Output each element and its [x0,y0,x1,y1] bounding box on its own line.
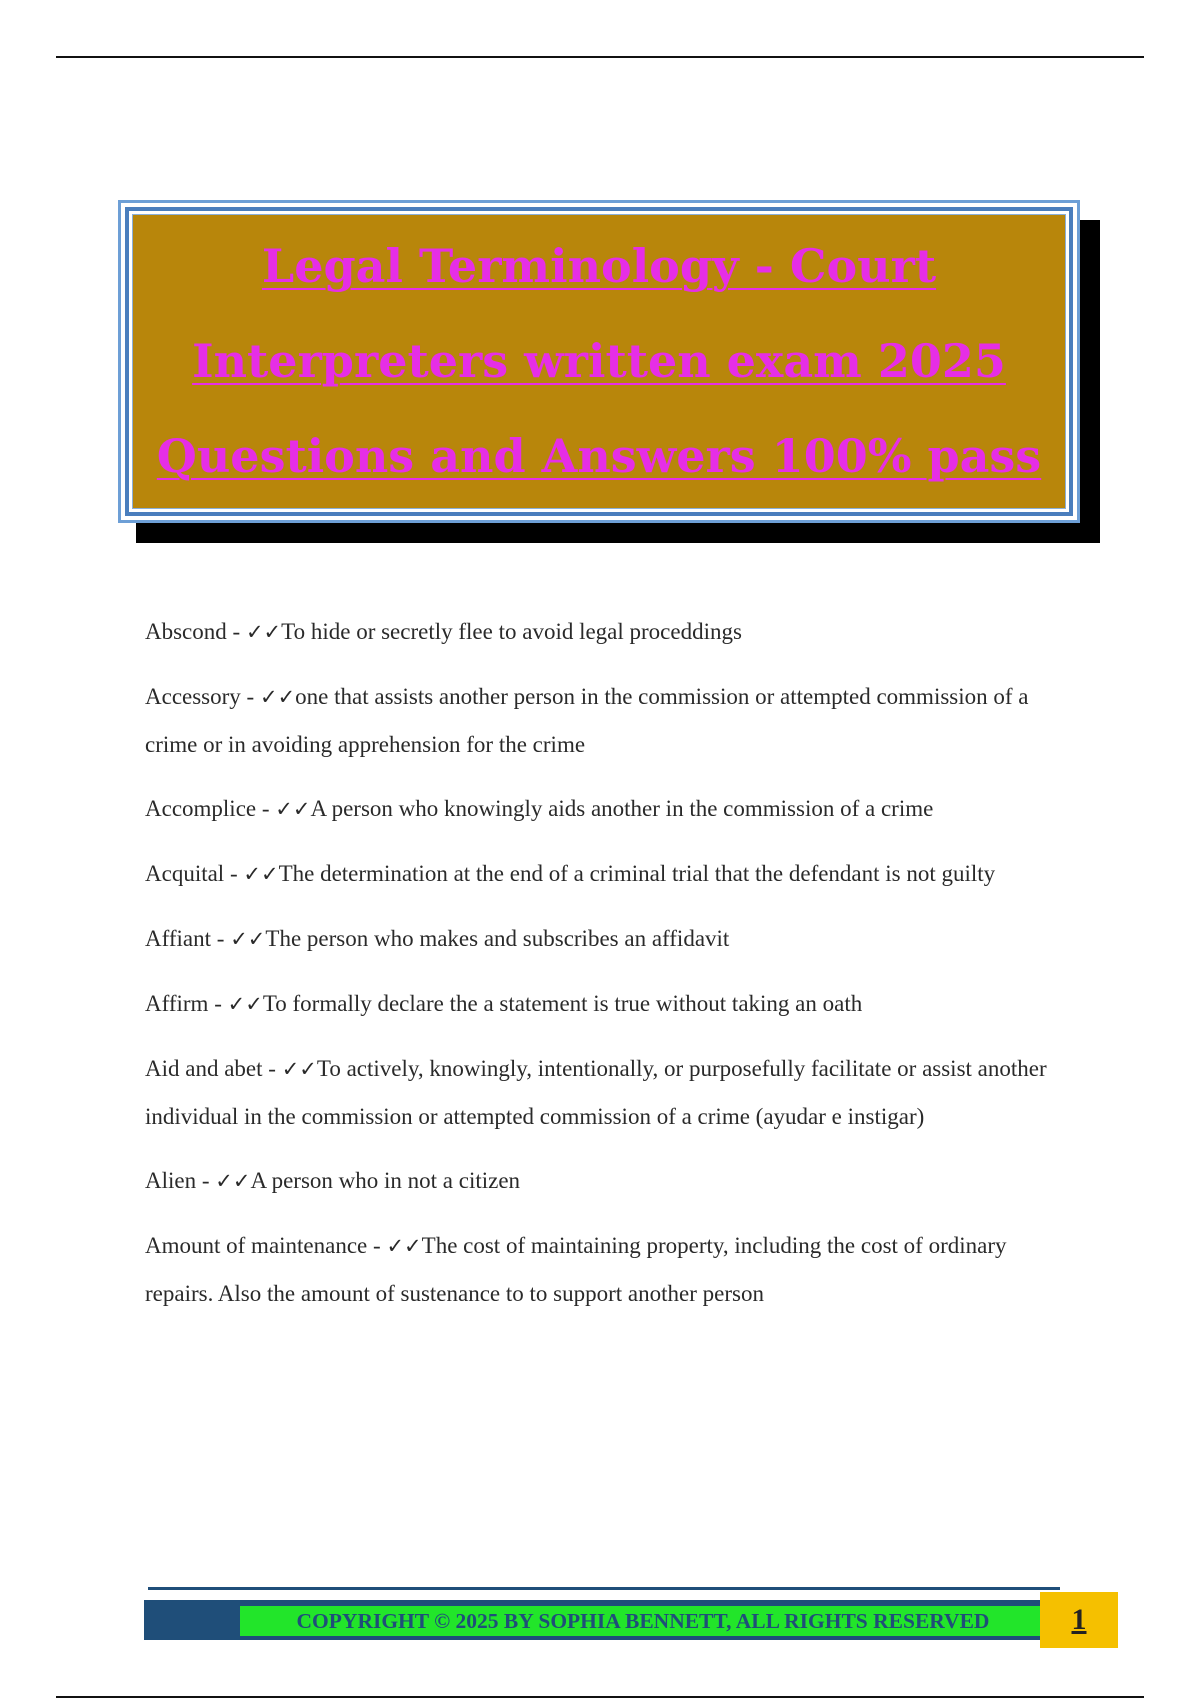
entry-term: Abscond [145,619,227,644]
entry-term: Amount of maintenance [145,1233,368,1258]
check-mark-icon: ✓✓ [215,1169,251,1193]
check-mark-icon: ✓✓ [275,797,311,821]
entry-term: Affirm [145,991,209,1016]
title-box-fill [132,214,1066,509]
glossary-entry: Accessory - ✓✓one that assists another person in the commission or attempted commission of a crime or in avoiding apprehension for the crime [145,684,1029,757]
entry-term: Alien [145,1168,197,1193]
glossary-entry: Affiant - ✓✓The person who makes and subscribes an affidavit [145,926,730,951]
document-title-line-2: Interpreters written exam 2025 [192,334,1006,388]
entry-definition: The determination at the end of a criminal trial that the defendant is not guilty [278,861,996,886]
check-mark-icon: ✓✓ [259,685,296,709]
entry-definition: A person who in not a citizen [250,1168,521,1193]
document-title-line-1: Legal Terminology - Court [261,239,937,293]
bottom-rule [56,1696,1144,1698]
check-mark-icon: ✓✓ [386,1234,422,1258]
entry-term: Accessory [145,684,241,709]
check-mark-icon: ✓✓ [281,1057,317,1081]
entry-definition: one that assists another person in the commission or attempted commission of a crime or in avoiding apprehension for the crime [145,684,1029,757]
copyright-notice: COPYRIGHT © 2025 BY SOPHIA BENNETT, ALL RIGHTS RESERVED [240,1606,1046,1636]
entry-term: Affiant [145,926,212,951]
glossary-entry: Affirm - ✓✓To formally declare the a statement is true without taking an oath [145,991,863,1016]
page-number-box [1040,1592,1118,1648]
entry-definition: To actively, knowingly, intentionally, or purposefully facilitate or assist another individual in the commission or attempted commission of a crime (ayudar e instigar) [145,1056,1047,1129]
entry-term: Acquital [145,861,225,886]
entry-term: Accomplice [145,796,257,821]
entry-term: Aid and abet [145,1056,263,1081]
glossary-entry: Acquital - ✓✓The determination at the end of a criminal trial that the defendant is not guilty [145,861,996,886]
glossary-entry: Abscond - ✓✓To hide or secretly flee to avoid legal proceddings [145,619,742,644]
page-number: 1 [1071,1603,1087,1636]
glossary-entries [145,608,1060,1334]
glossary-entry: Amount of maintenance - ✓✓The cost of maintaining property, including the cost of ordinary repairs. Also the amount of sustenance to to support another person [145,1233,1007,1306]
check-mark-icon: ✓✓ [245,620,282,644]
header-rule [56,56,1144,58]
entry-definition: To formally declare the a statement is true without taking an oath [262,991,863,1016]
glossary-entry: Aid and abet - ✓✓To actively, knowingly, intentionally, or purposefully facilitate or assist another individual in the commission or attempted commission of a crime (ayudar e instigar) [145,1056,1047,1129]
check-mark-icon: ✓✓ [227,992,263,1016]
glossary-entry: Accomplice - ✓✓A person who knowingly aids another in the commission of a crime [145,796,934,821]
entry-definition: The cost of maintaining property, including the cost of ordinary repairs. Also the amount of sustenance to to support another person [145,1233,1007,1306]
glossary-entry: Alien - ✓✓A person who in not a citizen [145,1168,521,1193]
entry-definition: The person who makes and subscribes an affidavit [265,926,730,951]
entry-definition: A person who knowingly aids another in the commission of a crime [310,796,934,821]
title-box [118,200,1080,523]
entry-definition: To hide or secretly flee to avoid legal proceddings [281,619,742,644]
document-title-line-3: Questions and Answers 100% pass [156,429,1042,483]
check-mark-icon: ✓✓ [243,862,279,886]
check-mark-icon: ✓✓ [230,927,266,951]
footer-rule [148,1587,1060,1590]
